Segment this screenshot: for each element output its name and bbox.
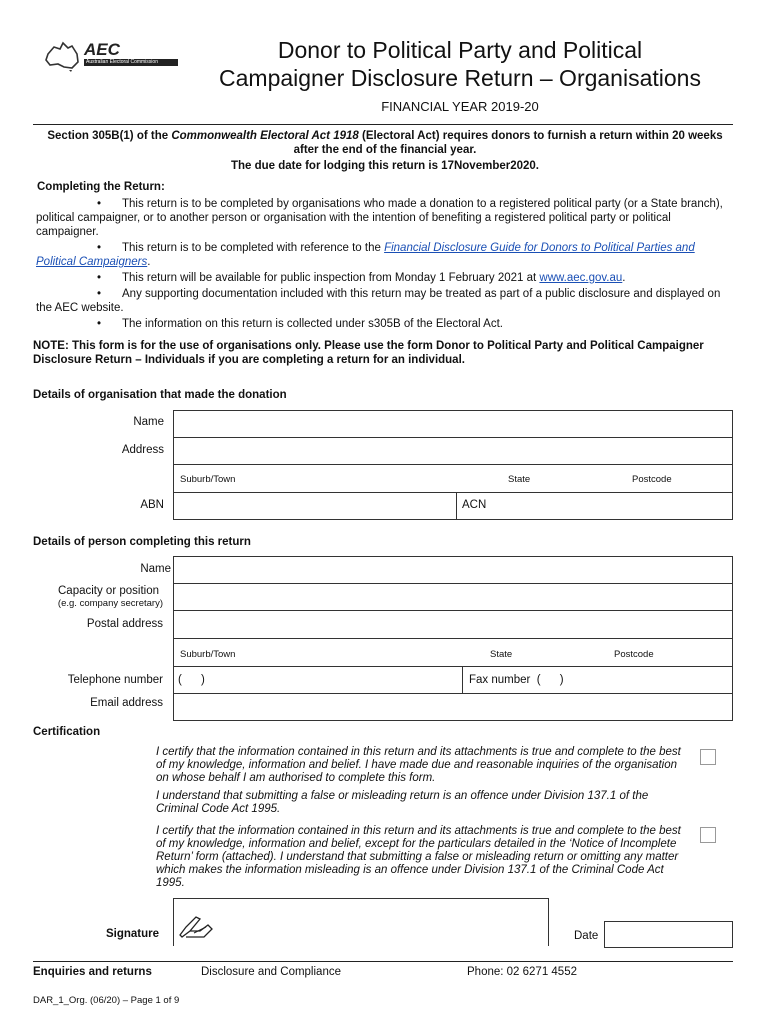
state-label: State <box>508 474 531 485</box>
suburb-label: Suburb/Town <box>180 474 236 485</box>
person-name-label: Name <box>140 563 171 575</box>
abn-label: ABN <box>140 499 164 511</box>
org-heading: Details of organisation that made the donation <box>33 389 287 401</box>
enquiries-label: Enquiries and returns <box>33 966 152 978</box>
telephone-area-code: ( ) <box>178 674 205 686</box>
org-name-label: Name <box>133 416 164 428</box>
org-address-label: Address <box>121 444 164 456</box>
completing-heading: Completing the Return: <box>37 181 165 193</box>
logo-text: AEC <box>84 40 120 59</box>
person-suburb-field[interactable] <box>173 638 733 667</box>
abn-field[interactable] <box>173 492 457 520</box>
signature-pen-icon <box>178 913 216 939</box>
org-suburb-field[interactable] <box>173 464 733 493</box>
bullet-item: • This return is to be completed with reference to the Financial Disclosure Guide for Donors to Political Parties and Political Campaigners. <box>36 242 695 268</box>
certification-1-checkbox[interactable] <box>700 749 716 765</box>
postcode-label: Postcode <box>614 649 654 660</box>
suburb-label: Suburb/Town <box>180 649 236 660</box>
department-name: Disclosure and Compliance <box>201 966 341 978</box>
person-name-field[interactable] <box>173 556 733 584</box>
bullet-item: • Any supporting documentation included with this return may be treated as part of a public disclosure and displayed on the AEC website. <box>36 288 721 314</box>
telephone-field[interactable] <box>173 666 463 694</box>
header-divider <box>33 124 733 125</box>
financial-year: FINANCIAL YEAR 2019-20 <box>381 99 539 114</box>
bullet-item: • The information on this return is collected under s305B of the Electoral Act. <box>96 318 503 330</box>
capacity-hint: (e.g. company secretary) <box>57 598 163 609</box>
australia-map-icon <box>42 40 82 72</box>
bullet-item: • This return is to be completed by organisations who made a donation to a registered political party (or a State branch), political campaigner, or to another person or organisation with the intention of benefiting a registered political party or political campaigner. <box>36 198 723 238</box>
date-label: Date <box>574 930 599 942</box>
postal-address-label: Postal address <box>86 618 163 630</box>
postcode-label: Postcode <box>632 474 672 485</box>
acn-label: ACN <box>462 499 487 511</box>
phone-number: Phone: 02 6271 4552 <box>467 966 577 978</box>
aec-logo <box>38 38 183 76</box>
certification-2-text: I certify that the information contained in this return and its attachments is true and complete to the best of my knowledge, information and belief, except for the particulars detailed in the ‘Notice of Incomplete Return’ form (attached). I understand that submitting a false or misleading return or omitting any matter which makes the information misleading is an offence under Division 137.1 of the Criminal Code Act 1995. <box>156 825 681 889</box>
org-address-field[interactable] <box>173 437 733 465</box>
guide-link[interactable]: Financial Disclosure Guide for Donors to Political Parties and Political Campaigners <box>36 242 695 268</box>
fax-label: Fax number ( ) <box>469 674 564 686</box>
email-label: Email address <box>90 697 163 709</box>
bullet-item: • This return will be available for public inspection from Monday 1 February 2021 at www.aec.gov.au. <box>96 272 626 284</box>
intro-text: Section 305B(1) of the Commonwealth Electoral Act 1918 (Electoral Act) requires donors to furnish a return within 20 weeks after the end of the financial year. <box>47 130 723 156</box>
capacity-field[interactable] <box>173 583 733 611</box>
signature-field[interactable] <box>173 898 549 946</box>
org-name-field[interactable] <box>173 410 733 438</box>
capacity-label: Capacity or position <box>58 585 159 597</box>
logo-subtitle: Australian Electoral Commission <box>84 59 178 66</box>
email-field[interactable] <box>173 693 733 721</box>
footer-divider <box>33 961 733 962</box>
certification-2-checkbox[interactable] <box>700 827 716 843</box>
acn-field[interactable] <box>456 492 733 520</box>
fax-field[interactable] <box>462 666 733 694</box>
page-number: DAR_1_Org. (06/20) – Page 1 of 9 <box>33 995 180 1006</box>
telephone-label: Telephone number <box>67 674 163 686</box>
completing-bullets <box>36 197 736 333</box>
state-label: State <box>490 649 513 660</box>
date-field[interactable] <box>604 921 733 948</box>
certification-heading: Certification <box>33 726 101 738</box>
certification-1b-text: I understand that submitting a false or misleading return is an offence under Division 137.1 of the Criminal Code Act 1995. <box>156 790 649 815</box>
certification-1-text: I certify that the information contained in this return and its attachments is true and complete to the best of my knowledge, information and belief. I have made due and reasonable inquiries of the organisation on whose behalf I am authorised to complete this form. <box>156 746 681 784</box>
due-date: The due date for lodging this return is 17November2020. <box>230 160 539 172</box>
person-heading: Details of person completing this return <box>33 536 251 548</box>
signature-label: Signature <box>106 928 160 940</box>
aec-website-link[interactable]: www.aec.gov.au <box>539 272 623 284</box>
postal-address-field[interactable] <box>173 610 733 639</box>
note-text: NOTE: This form is for the use of organisations only. Please use the form Donor to Political Party and Political Campaigner Disclosure Return – Individuals if you are completing a return for an individual. <box>33 340 704 366</box>
page-title: Donor to Political Party and Political Campaigner Disclosure Return – Organisations <box>219 37 701 91</box>
